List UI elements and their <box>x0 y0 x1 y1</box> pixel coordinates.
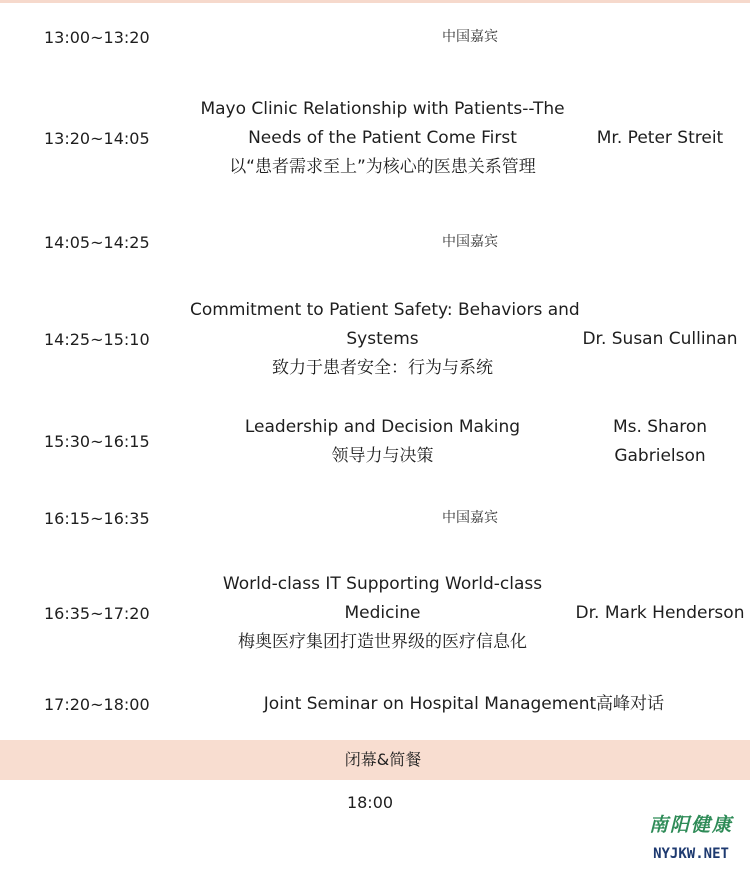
session-topic <box>190 570 575 657</box>
topic-line: Commitment to Patient Safety: Behaviors and <box>190 300 580 320</box>
session-time: 13:00~13:20 <box>44 28 150 47</box>
speaker-name: Gabrielson <box>614 446 706 466</box>
topic-line: Needs of the Patient Come First <box>248 128 517 148</box>
speaker-name: Ms. Sharon <box>612 417 708 437</box>
speaker-name: 高峰对话 <box>596 694 664 714</box>
session-time: 16:15~16:35 <box>44 509 150 528</box>
topic-line-chinese: 领导力与决策 <box>331 446 434 466</box>
topic-line: Leadership and Decision Making <box>244 417 521 437</box>
site-watermark <box>636 812 746 864</box>
watermark-site-text: NYJKW.NET <box>653 846 729 862</box>
chinese-guest-label: 中国嘉宾 <box>442 29 498 45</box>
session-speaker <box>570 413 750 471</box>
topic-line: Mayo Clinic Relationship with Patients--The <box>200 99 565 119</box>
session-time: 17:20~18:00 <box>44 695 150 714</box>
session-time: 13:20~14:05 <box>44 129 150 148</box>
session-speaker <box>580 690 680 719</box>
session-topic <box>190 296 580 383</box>
topic-line-chinese: 致力于患者安全：行为与系统 <box>272 358 493 378</box>
session-time: 14:25~15:10 <box>44 330 150 349</box>
session-time: 16:35~17:20 <box>44 604 150 623</box>
session-speaker <box>570 124 750 153</box>
speaker-name: Dr. Mark Henderson <box>575 603 745 623</box>
chinese-guest-label: 中国嘉宾 <box>442 510 498 526</box>
speaker-name: Mr. Peter Streit <box>596 128 724 148</box>
closing-time: 18:00 <box>346 793 394 812</box>
session-time: 15:30~16:15 <box>44 432 150 451</box>
closing-label: 闭幕&简餐 <box>344 750 422 769</box>
topic-line: Systems <box>346 329 419 349</box>
session-speaker <box>570 325 750 354</box>
session-topic <box>240 690 620 719</box>
session-topic <box>190 95 575 182</box>
top-divider-strip <box>0 0 750 3</box>
topic-line: World-class IT Supporting World-class <box>222 574 543 594</box>
topic-line: Joint Seminar on Hospital Management <box>263 694 597 714</box>
watermark-chinese-text: 南阳健康 <box>648 814 733 836</box>
closing-band <box>0 740 750 780</box>
topic-line-chinese: 以“患者需求至上”为核心的医患关系管理 <box>229 157 536 177</box>
session-time: 14:05~14:25 <box>44 233 150 252</box>
topic-line: Medicine <box>344 603 421 623</box>
chinese-guest-label: 中国嘉宾 <box>442 234 498 250</box>
session-topic <box>190 413 575 471</box>
session-speaker <box>570 599 750 628</box>
speaker-name: Dr. Susan Cullinan <box>582 329 738 349</box>
topic-line-chinese: 梅奥医疗集团打造世界级的医疗信息化 <box>238 632 527 652</box>
